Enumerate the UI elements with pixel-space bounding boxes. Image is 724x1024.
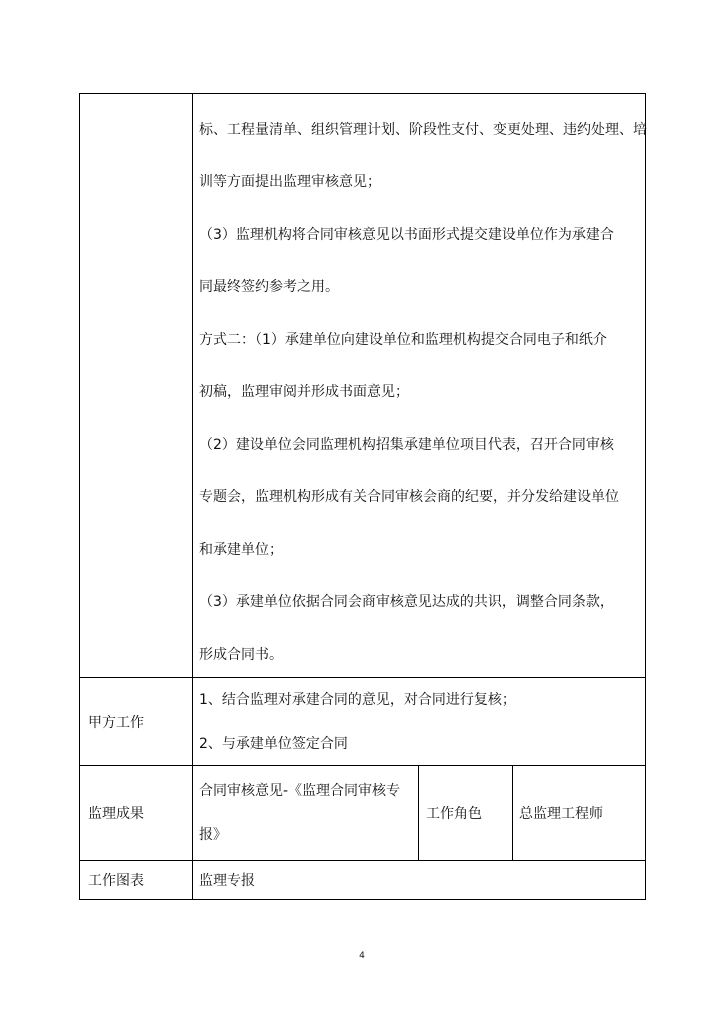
text-line: 初稿，监理审阅并形成书面意见；: [199, 384, 409, 400]
page-number: 4: [359, 951, 365, 961]
text-line: （3）监理机构将合同审核意见以书面形式提交建设单位作为承建合: [199, 226, 614, 243]
supervision-result-cell: [193, 766, 419, 861]
text-line: 同最终签约参考之用。: [199, 279, 339, 295]
text-line: 1、结合监理对承建合同的意见，对合同进行复核；: [199, 691, 516, 708]
text-line: 专题会，监理机构形成有关合同审核会商的纪要，并分发给建设单位: [199, 489, 619, 505]
text-line: 合同审核意见-《监理合同审核专: [199, 783, 401, 799]
text-line: 和承建单位；: [199, 541, 283, 558]
table-row: [80, 766, 646, 861]
text-line: 方式二：（1）承建单位向建设单位和监理机构提交合同电子和纸介: [199, 331, 607, 348]
supervision-result-label: 监理成果: [80, 766, 193, 861]
work-chart-label: 工作图表: [80, 861, 193, 900]
table-row: [80, 861, 646, 900]
client-work-label: 甲方工作: [80, 678, 193, 766]
text-line: 训等方面提出监理审核意见；: [199, 174, 381, 190]
text-line: 2、与承建单位签定合同: [199, 735, 348, 752]
text-line: 标、工程量清单、组织管理计划、阶段性支付、变更处理、违约处理、培: [199, 121, 647, 138]
work-chart-value: 监理专报: [193, 861, 646, 900]
method-description-cell: [193, 94, 646, 678]
text-line: 报》: [199, 827, 227, 843]
text-line: 形成合同书。: [199, 646, 283, 663]
table-row: [80, 94, 646, 678]
text-line: （3）承建单位依据合同会商审核意见达成的共识，调整合同条款，: [199, 594, 614, 610]
text-line: （2）建设单位会同监理机构招集承建单位项目代表，召开合同审核: [199, 436, 614, 453]
supervision-table: [79, 93, 646, 900]
client-work-cell: [193, 678, 646, 766]
row-label-empty: [80, 94, 193, 678]
work-role-label: 工作角色: [419, 766, 513, 861]
table-row: [80, 678, 646, 766]
work-role-value: 总监理工程师: [513, 766, 646, 861]
